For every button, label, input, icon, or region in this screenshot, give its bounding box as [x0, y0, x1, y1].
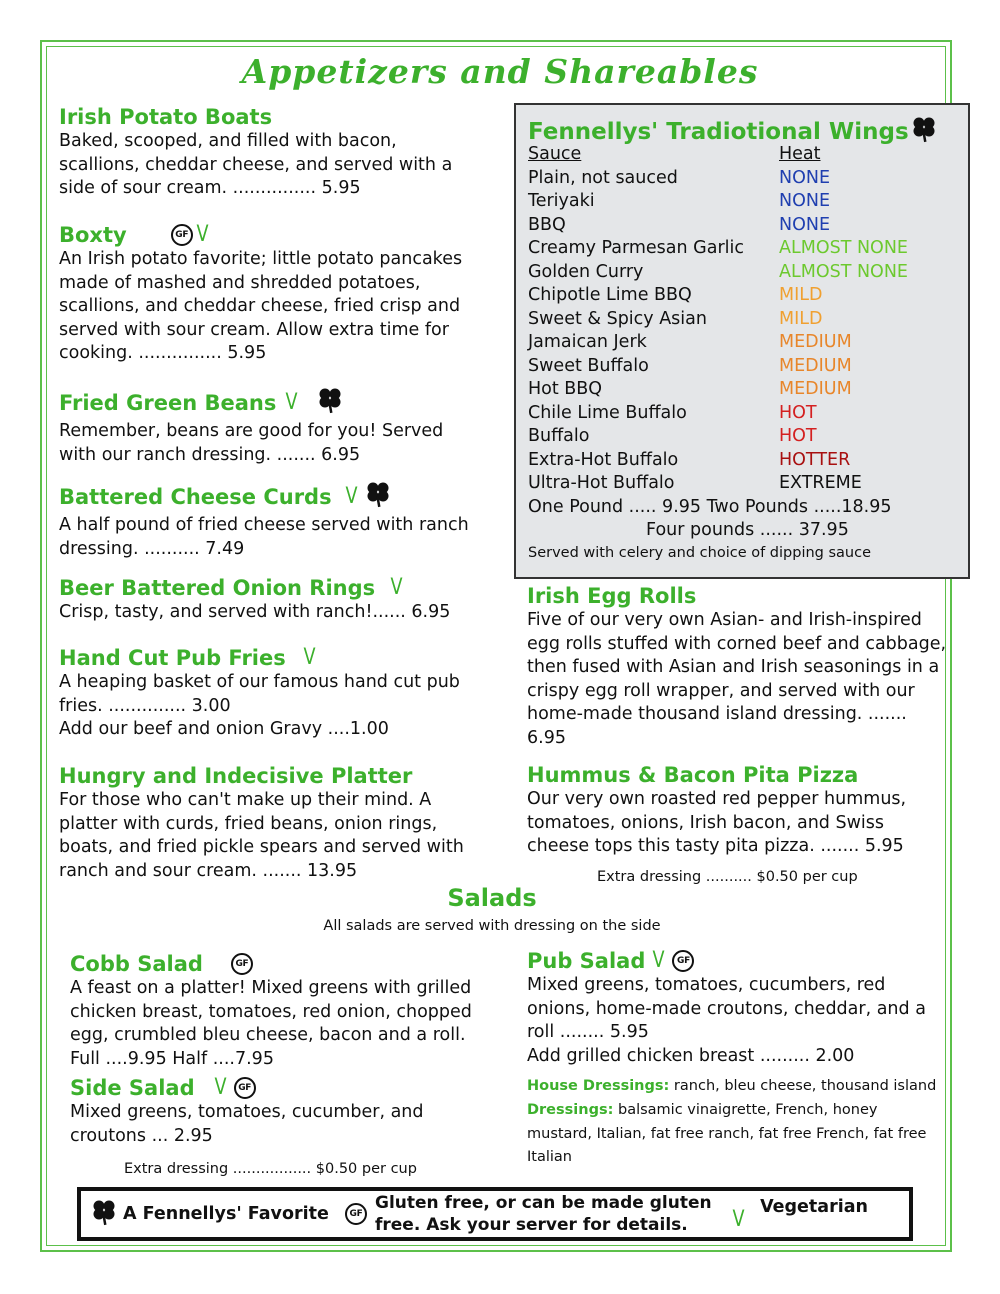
sauce-name: Chipotle Lime BBQ	[528, 285, 692, 305]
sauce-name: Jamaican Jerk	[528, 332, 647, 352]
legend-box	[77, 1187, 913, 1241]
sauce-name: Extra-Hot Buffalo	[528, 449, 679, 470]
sauce-name: Ultra-Hot Buffalo	[528, 473, 675, 493]
sauce-name: Creamy Parmesan Garlic	[528, 238, 744, 258]
item-title: Cobb Salad	[70, 952, 203, 976]
item-title: Irish Potato Boats	[59, 105, 273, 129]
menu-item-egg-rolls	[527, 583, 947, 750]
heat-level: ALMOST NONE	[779, 261, 908, 282]
heat-level: HOT	[779, 426, 817, 446]
sauce-name: Sweet Buffalo	[528, 355, 649, 376]
wings-box	[514, 103, 970, 579]
item-description: A feast on a platter! Mixed greens with grilled chicken breast, tomatoes, red onion, chopped egg, crumbled bleu cheese, bacon and a roll. Full ....9.95 Half ....7.95	[70, 978, 472, 1069]
extra-dressing-note: Extra dressing ................. $0.50 per cup	[124, 1161, 417, 1177]
item-title: Hand Cut Pub Fries	[59, 646, 286, 670]
wings-table-row	[528, 402, 958, 426]
wings-table-row	[528, 237, 958, 261]
legend-gf-label: Gluten free, or can be made gluten free. Ask your server for details.	[375, 1193, 712, 1235]
salads-subtitle: All salads are served with dressing on the side	[323, 918, 661, 934]
vegetarian-icon: V	[196, 222, 209, 247]
item-title: Battered Cheese Curds	[59, 485, 332, 509]
legend-favorite-label: A Fennellys' Favorite	[123, 1204, 329, 1224]
wings-sauce-table	[528, 143, 958, 496]
wings-table-row	[528, 190, 958, 214]
sauce-header: Sauce	[528, 144, 582, 164]
menu-item-cheese-curds	[59, 480, 479, 561]
wings-table-row	[528, 284, 958, 308]
wings-table-row	[528, 214, 958, 238]
heat-level: HOTTER	[779, 449, 851, 470]
sauce-name: Sweet & Spicy Asian	[528, 308, 707, 329]
heat-level: MEDIUM	[779, 332, 852, 352]
heat-level: MEDIUM	[779, 379, 852, 399]
vegetarian-icon: V	[303, 645, 316, 670]
wings-table-row	[528, 472, 958, 496]
vegetarian-icon: V	[652, 948, 665, 973]
heat-header: Heat	[779, 144, 821, 164]
wings-price-large: Four pounds ...... 37.95	[646, 520, 849, 540]
wings-table-row	[528, 425, 958, 449]
gf-icon: GF	[171, 224, 193, 246]
menu-item-onion-rings	[59, 575, 479, 625]
vegetarian-icon: V	[214, 1075, 227, 1100]
item-description: An Irish potato favorite; little potato pancakes made of mashed and shredded potatoes, scallions, and cheddar cheese, fried crisp and served with sour cream. Allow extra time for cooking. ............... 5.95	[59, 249, 463, 363]
item-title: Beer Battered Onion Rings	[59, 576, 376, 600]
shamrock-icon	[91, 1198, 117, 1231]
item-description: Baked, scooped, and filled with bacon, scallions, cheddar cheese, and served with a side of sour cream. ............... 5.95	[59, 131, 453, 198]
heat-level: MEDIUM	[779, 355, 852, 376]
salads-title: Salads	[447, 884, 537, 912]
shamrock-icon	[365, 480, 391, 514]
vegetarian-icon: V	[390, 575, 403, 600]
heat-level: ALMOST NONE	[779, 238, 908, 258]
menu-item-side-salad	[70, 1075, 480, 1148]
wings-price: One Pound ..... 9.95 Two Pounds .....18.95	[528, 497, 892, 517]
item-description: Mixed greens, tomatoes, cucumber, and croutons ... 2.95	[70, 1102, 424, 1146]
sauce-name: Hot BBQ	[528, 379, 603, 399]
vegetarian-icon: V	[285, 390, 298, 415]
item-description: For those who can't make up their mind. A platter with curds, fried beans, onion rings, boats, and fried pickle spears and served with ranch and sour cream. ....... 13.95	[59, 790, 464, 881]
legend-veg-label: Vegetarian	[760, 1197, 868, 1217]
house-dressings	[527, 1075, 947, 1099]
dressings-list: balsamic vinaigrette, French, honey mustard, Italian, fat free ranch, fat free French, fat free Italian	[527, 1102, 927, 1165]
menu-item-platter	[59, 763, 484, 883]
item-title: Hungry and Indecisive Platter	[59, 764, 413, 788]
item-description: Remember, beans are good for you! Served with our ranch dressing. ....... 6.95	[59, 421, 444, 465]
item-addon: Add grilled chicken breast ......... 2.00	[527, 1045, 855, 1066]
sauce-name: Golden Curry	[528, 261, 644, 282]
wings-note: Served with celery and choice of dipping sauce	[528, 545, 872, 561]
wings-table-row	[528, 355, 958, 379]
menu-item-pita-pizza	[527, 762, 947, 859]
heat-level: NONE	[779, 214, 831, 235]
gf-icon: GF	[345, 1203, 367, 1225]
menu-item-green-beans	[59, 386, 479, 467]
heat-level: NONE	[779, 191, 831, 211]
vegetarian-icon: V	[345, 484, 358, 509]
wings-table-row	[528, 331, 958, 355]
wings-table-row	[528, 449, 958, 473]
wings-table-row	[528, 378, 958, 402]
item-description: Crisp, tasty, and served with ranch!...... 6.95	[59, 602, 451, 622]
menu-item-boxty	[59, 222, 479, 366]
dressings	[527, 1099, 947, 1170]
gf-icon: GF	[234, 1077, 256, 1099]
menu-item-potato-boats	[59, 104, 479, 201]
heat-level: MILD	[779, 285, 823, 305]
sauce-name: Plain, not sauced	[528, 167, 678, 188]
heat-level: EXTREME	[779, 473, 862, 493]
heat-level: MILD	[779, 308, 823, 329]
item-title: Side Salad	[70, 1076, 195, 1100]
item-description: Five of our very own Asian- and Irish-inspired egg rolls stuffed with corned beef and cabbage, then fused with Asian and Irish seasonings in a crispy egg roll wrapper, and served with our home-made thousand island dressing. ....... 6.95	[527, 610, 947, 748]
dressings-label: Dressings:	[527, 1102, 614, 1118]
item-title: Boxty	[59, 223, 127, 247]
item-addon: Add our beef and onion Gravy ....1.00	[59, 719, 389, 739]
extra-dressing-note: Extra dressing .......... $0.50 per cup	[597, 869, 858, 885]
sauce-name: BBQ	[528, 214, 566, 235]
item-title: Fried Green Beans	[59, 391, 277, 415]
item-title: Pub Salad	[527, 949, 646, 973]
sauce-name: Buffalo	[528, 426, 590, 446]
heat-level: NONE	[779, 167, 831, 188]
wings-table-row	[528, 261, 958, 285]
wings-table-row	[528, 167, 958, 191]
page-title: Appetizers and Shareables	[241, 52, 759, 91]
item-description: A half pound of fried cheese served with ranch dressing. .......... 7.49	[59, 515, 469, 559]
menu-item-pub-salad	[527, 948, 947, 1068]
house-dressings-label: House Dressings:	[527, 1078, 670, 1094]
legend-favorite	[91, 1191, 329, 1237]
sauce-name: Teriyaki	[528, 191, 595, 211]
item-description: Our very own roasted red pepper hummus, tomatoes, onions, Irish bacon, and Swiss cheese tops this tasty pita pizza. ....... 5.95	[527, 789, 907, 856]
legend-vegetarian	[731, 1191, 868, 1237]
gf-icon: GF	[672, 950, 694, 972]
heat-level: HOT	[779, 402, 817, 423]
sauce-name: Chile Lime Buffalo	[528, 402, 687, 423]
wings-title: Fennellys' Tradiotional Wings	[528, 119, 909, 145]
item-title: Hummus & Bacon Pita Pizza	[527, 763, 859, 787]
shamrock-icon	[317, 386, 343, 420]
house-dressings-list: ranch, bleu cheese, thousand island	[669, 1078, 937, 1094]
wings-table-header	[528, 143, 958, 167]
wings-table-row	[528, 308, 958, 332]
gf-icon: GF	[231, 953, 253, 975]
vegetarian-icon: V	[732, 1206, 745, 1232]
legend-gluten-free	[345, 1191, 725, 1237]
item-description: A heaping basket of our famous hand cut pub fries. .............. 3.00	[59, 672, 460, 716]
menu-item-pub-fries	[59, 645, 479, 742]
item-description: Mixed greens, tomatoes, cucumbers, red onions, home-made croutons, cheddar, and a roll ........ 5.95	[527, 975, 926, 1042]
menu-item-cobb-salad	[70, 951, 480, 1071]
item-title: Irish Egg Rolls	[527, 584, 697, 608]
